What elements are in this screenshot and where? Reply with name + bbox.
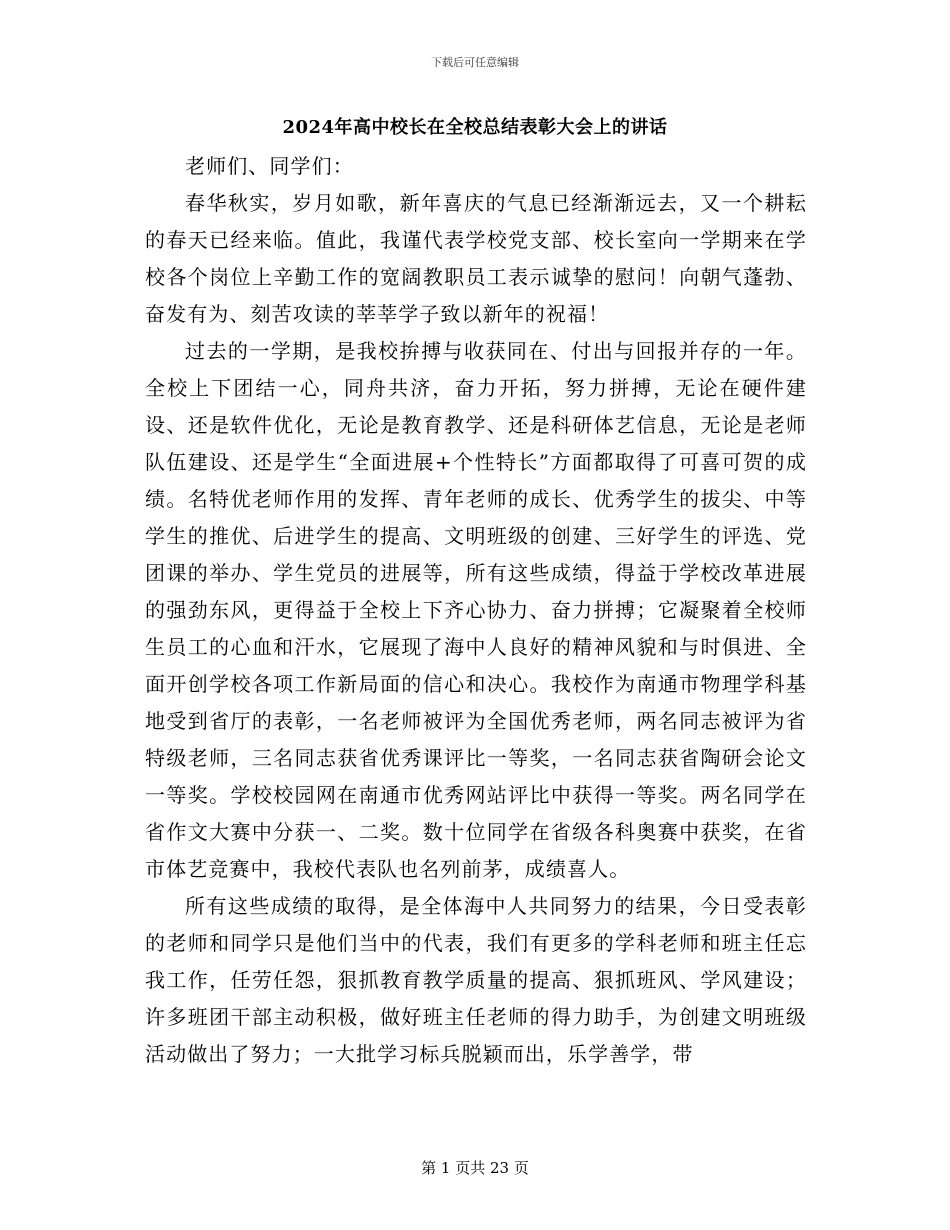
salutation-paragraph: 老师们、同学们： bbox=[185, 154, 354, 178]
body-paragraph-2: 过去的一学期，是我校拚搏与收获同在、付出与回报并存的一年。全校上下团结一心，同舟共济，奋力开拓，努力拼搏，无论在硬件建设、还是软件优化，无论是教育教学、还是科研体艺信息，无论是老师队伍建设、还是学生“全面进展+个性特长”方面都取得了可喜可贺的成绩。名特优老师作用的发挥、青年老师的成长、优秀学生的拔尖、中等学生的推优、后进学生的提高、文明班级的创建、三好学生的评选、党团课的举办、学生党员的进展等，所有这些成绩，得益于学校改革进展的强劲东风，更得益于全校上下齐心协力、奋力拼搏；它凝聚着全校师生员工的心血和汗水，它展现了海中人良好的精神风貌和与时俱进、全面开创学校各项工作新局面的信心和决心。我校作为南通市物理学科基地受到省厅的表彰，一名老师被评为全国优秀老师，两名同志被评为省特级老师，三名同志获省优秀课评比一等奖，一名同志获省陶研会论文一等奖。学校校园网在南通市优秀网站评比中获得一等奖。两名同学在省作文大赛中分获一、二奖。数十位同学在省级各科奥赛中获奖，在省市体艺竞赛中，我校代表队也名列前茅，成绩喜人。 bbox=[145, 339, 807, 881]
document-title: 2024年高中校长在全校总结表彰大会上的讲话 bbox=[282, 117, 668, 138]
document-body bbox=[145, 148, 807, 1073]
body-paragraph-3: 所有这些成绩的取得，是全体海中人共同努力的结果，今日受表彰的老师和同学只是他们当中的代表，我们有更多的学科老师和班主任忘我工作，任劳任怨，狠抓教育教学质量的提高、狠抓班风、学风建设；许多班团干部主动积极，做好班主任老师的得力助手，为创建文明班级活动做出了努力；一大批学习标兵脱颖而出，乐学善学，带 bbox=[145, 894, 807, 1066]
page-footer: 第 1 页共 23 页 bbox=[421, 1159, 529, 1177]
body-paragraph-1: 春华秋实，岁月如歌，新年喜庆的气息已经渐渐远去，又一个耕耘的春天已经来临。值此，我谨代表学校党支部、校长室向一学期来在学校各个岗位上辛勤工作的宽阔教职员工表示诚挚的慰问！向朝气蓬勃、奋发有为、刻苦攻读的莘莘学子致以新年的祝福！ bbox=[145, 191, 807, 326]
header-note: 下载后可任意编辑 bbox=[431, 56, 519, 69]
